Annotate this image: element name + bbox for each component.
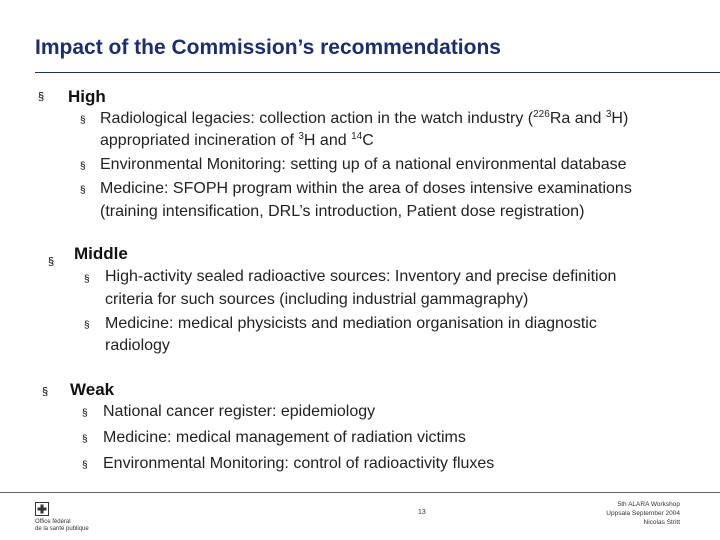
superscript: 226 — [533, 109, 550, 120]
item-bullet: § — [80, 115, 86, 126]
list-item-text: C — [362, 132, 374, 149]
title-divider — [35, 72, 720, 73]
event-info — [606, 500, 680, 527]
item-bullet: § — [80, 185, 86, 196]
list-item-continuation: criteria for such sources (including industrial gammagraphy) — [105, 291, 529, 308]
list-item: Environmental Monitoring: control of radioactivity fluxes — [103, 455, 495, 472]
footer-divider — [0, 492, 720, 493]
list-item: Environmental Monitoring: setting up of a national environmental database — [100, 156, 627, 173]
item-bullet: § — [82, 460, 88, 471]
section-bullet: § — [42, 386, 49, 398]
list-item-continuation: radiology — [105, 337, 170, 354]
list-item: High-activity sealed radioactive sources: Inventory and precise definition — [105, 268, 617, 285]
event-date: Uppsala September 2004 — [606, 510, 680, 517]
superscript: 3 — [605, 109, 612, 120]
agency-name-line: Office fédéral — [35, 519, 71, 525]
item-bullet: § — [84, 274, 90, 285]
list-item: Medicine: medical management of radiation victims — [103, 429, 466, 446]
page-title: Impact of the Commission’s recommendations — [35, 36, 501, 59]
superscript: 3 — [298, 131, 304, 142]
list-item — [100, 110, 628, 128]
list-item-continuation — [100, 132, 374, 150]
section-bullet: § — [48, 256, 55, 268]
section-heading: High — [68, 87, 106, 106]
item-bullet: § — [82, 408, 88, 419]
list-item: Medicine: medical physicists and mediation organisation in diagnostic — [105, 315, 597, 332]
list-item: National cancer register: epidemiology — [103, 403, 376, 420]
section-heading: Middle — [74, 244, 128, 263]
list-item-text: H) — [611, 110, 629, 127]
section-heading: Weak — [70, 380, 115, 399]
superscript: 14 — [351, 131, 363, 142]
item-bullet: § — [80, 161, 86, 172]
section-bullet: § — [38, 91, 45, 103]
list-item-continuation: (training intensification, DRL’s introduction, Patient dose registration) — [100, 203, 585, 220]
agency-name-line: de la santé publique — [35, 526, 89, 532]
list-item-text: appropriated incineration of — [100, 132, 299, 149]
list-item-text: Radiological legacies: collection action in the watch industry ( — [100, 110, 534, 127]
author-name: Nicolas Stritt — [643, 519, 680, 526]
event-name: 5th ALARA Workshop — [617, 501, 680, 508]
page-number: 13 — [418, 509, 426, 516]
agency-name — [35, 519, 89, 533]
item-bullet: § — [82, 434, 88, 445]
swiss-cross-icon — [35, 502, 49, 516]
list-item: Medicine: SFOPH program within the area of doses intensive examinations — [100, 180, 632, 197]
list-item-text: H and — [303, 132, 352, 149]
list-item-text: Ra and — [549, 110, 606, 127]
item-bullet: § — [84, 320, 90, 331]
